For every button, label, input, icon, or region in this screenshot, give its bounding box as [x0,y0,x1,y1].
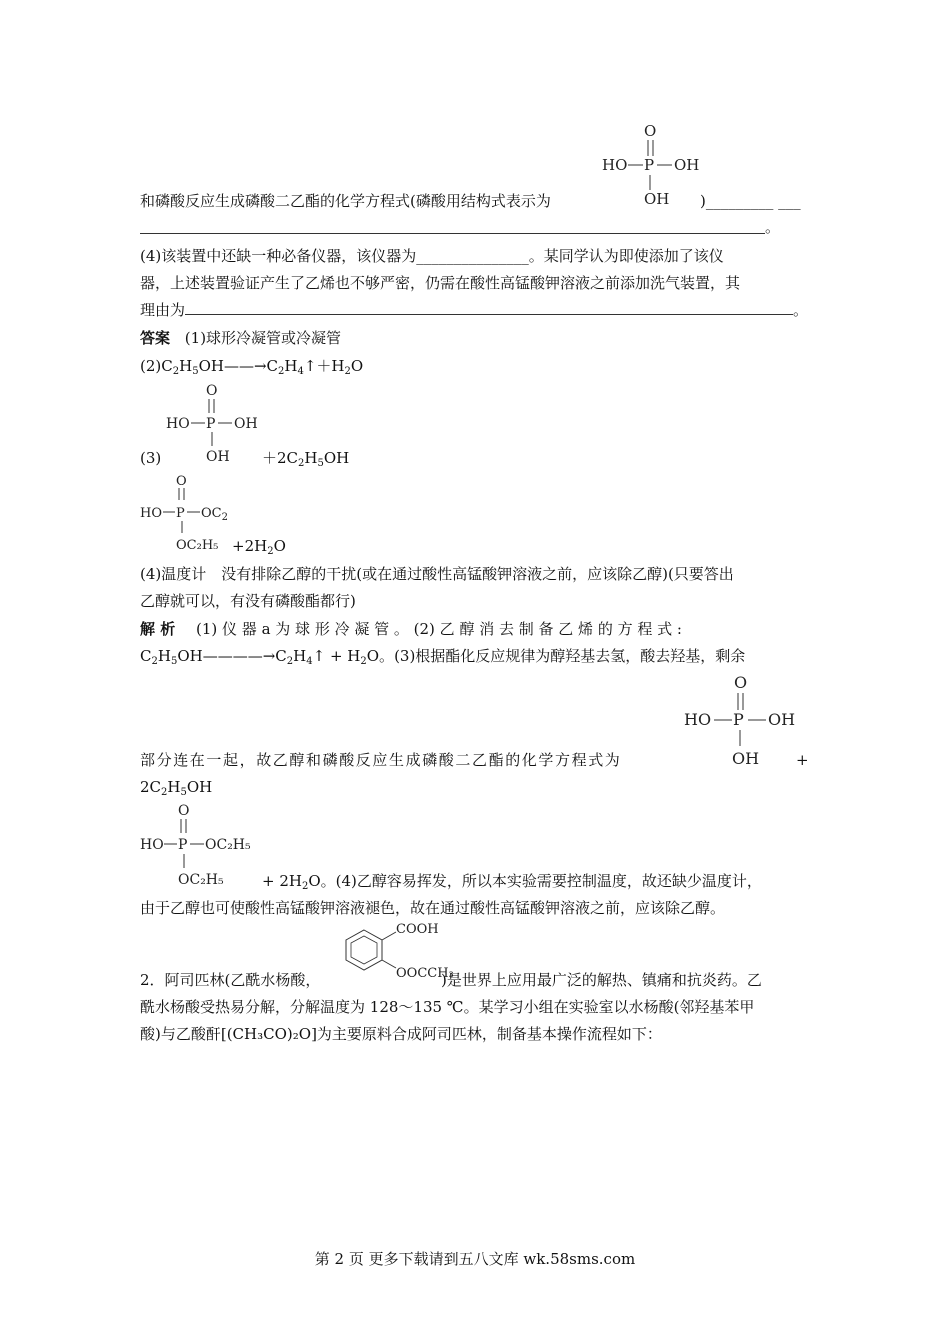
q4-reason-blank [185,300,793,315]
phosphoric-acid-structure-q [598,120,708,212]
analysis-line2: $C_2H_5OH————\to C_2H_4↑ + H_2O$。(3)根据酯化反应规律为醇羟基去氢，酸去羟基，剩余 [140,647,746,667]
analysis-label: 解 析 [140,620,176,638]
answer-1: (1)球形冷凝管或冷凝管 [184,329,342,347]
answer-2: $(2)C_2H_5OH——\to C_2H_4↑+H_2O$ [140,357,364,377]
atom-ho: HO [166,416,190,432]
q2-line1-suffix: )是世界上应用最广泛的解热、镇痛和抗炎药。乙 [441,971,762,989]
analysis-line6: 由于乙醇也可使酸性高锰酸钾溶液褪色，故在通过酸性高锰酸钾溶液之前，应该除乙醇。 [140,899,726,917]
answer-blank-line [140,219,765,234]
q2-line3: 酸)与乙酸酐[(CH₃CO)₂O]为主要原料合成阿司匹林，制备基本操作流程如下： [140,1025,662,1043]
q3-statement: 和磷酸反应生成磷酸二乙酯的化学方程式(磷酸用结构式表示为 [140,192,551,210]
atom-p: P [178,837,188,853]
diethyl-phosphate-structure-analysis [138,800,268,892]
q3-blank: )_________ ___ [700,192,801,210]
q4-line1: (4)该装置中还缺一种必备仪器，该仪器为_______________。某同学认为即使添加了该仪 [140,247,724,265]
plus-2h: +2H [232,537,268,555]
answer-3-reactant: $+2C_2H_5OH$ [262,449,350,469]
atom-ho: HO [140,506,162,521]
analysis-line3: 部分连在一起，故乙醇和磷酸反应生成磷酸二乙酯的化学方程式为 [140,751,622,769]
analysis-text-5: (4)乙醇容易挥发，所以本实验需要控制温度，故还缺少温度计， [335,872,762,890]
atom-ho: HO [602,156,628,174]
q2-line2: 酰水杨酸受热易分解，分解温度为 128～135 ℃。某学习小组在实验室以水杨酸(邻羟基苯甲 [140,998,755,1016]
atom-o: O [206,383,218,399]
answer-2-label: (2) [140,357,162,375]
atom-o: O [644,122,657,140]
page-footer: 第 2 页 更多下载请到五八文库 wk.58sms.com [314,1250,636,1268]
atom-oc2h5: OC₂H₅ [176,538,219,553]
analysis-text-2: (3)根据酯化反应规律为醇羟基去氢，酸去羟基，剩余 [394,647,746,665]
atom-ho: HO [684,710,712,729]
atom-p: P [206,416,216,432]
atom-p: P [176,506,185,521]
answer-label: 答案 [140,329,171,347]
atom-oh-bottom: OH [732,749,760,768]
answer-4-line2: 乙醇就可以，有没有磷酸酯都行) [140,592,356,610]
atom-oc2h5-right: OC₂H₅ [205,837,251,853]
atom-oh-right: OH [234,416,258,432]
atom-p: P [733,710,744,729]
atom-oh-bottom: OH [206,449,230,465]
answer-4-line1: (4)温度计 没有排除乙醇的干扰(或在通过酸性高锰酸钾溶液之前，应该除乙醇)(只要答出 [140,565,734,583]
plus-2c: ＋2C [262,449,299,467]
atom-o: O [176,474,187,489]
analysis-text-1: (1) 仪 器 a 为 球 形 冷 凝 管 。 (2) 乙 醇 消 去 制 备 乙 烯 的 方 程 式 : [196,620,682,638]
group-ooch3: OOCCH₃ [396,966,454,981]
answer-line1 [140,328,341,348]
q4-period: 。 [793,301,809,319]
atom-o: O [734,673,748,692]
atom-o: O [178,803,190,819]
blank-period: 。 [765,218,781,236]
aspirin-structure [336,918,454,990]
q4-line3 [140,300,808,320]
q3-text [140,191,551,211]
atom-oc2: $OC_2$ [201,506,228,523]
q2-line1-prefix: 2．阿司匹林(乙酰水杨酸， [140,971,321,989]
phosphoric-acid-structure-analysis [682,672,802,770]
analysis-line5: + $2H_2O$。(4)乙醇容易挥发，所以本实验需要控制温度，故还缺少温度计， [262,872,762,892]
analysis-plus: + [796,751,809,769]
atom-oh-right: OH [674,156,700,174]
atom-oc2h5-bottom: OC₂H₅ [178,872,224,888]
analysis-line4: $2C_2H_5OH$ [140,778,213,798]
atom-oh-right: OH [768,710,796,729]
analysis-line1 [140,619,810,639]
atom-p: P [644,156,655,174]
group-cooh: COOH [396,922,439,937]
q4-line2: 器，上述装置验证产生了乙烯也不够严密，仍需在酸性高锰酸钾溶液之前添加洗气装置，其 [140,274,741,292]
phosphoric-acid-structure-a3 [162,380,272,470]
atom-oh-bottom: OH [644,190,670,208]
answer-3-label: (3) [140,449,162,467]
q4-reason-label: 理由为 [140,301,186,319]
answer-3-water: $+2H_2O$ [232,537,286,557]
atom-ho: HO [140,837,164,853]
